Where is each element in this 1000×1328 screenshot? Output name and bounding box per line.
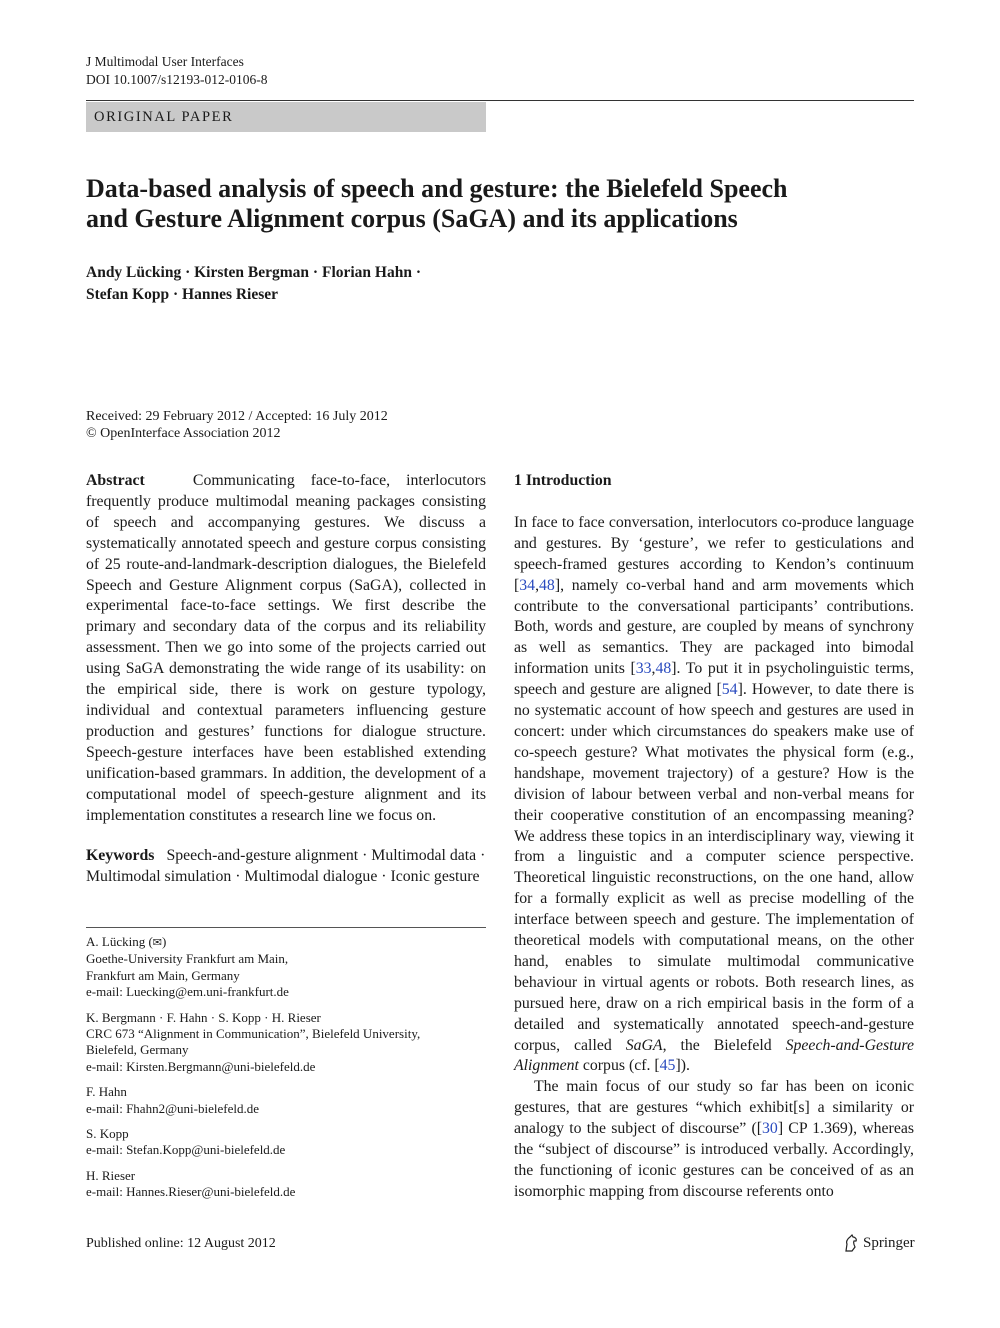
abstract [86, 471, 486, 826]
text-run: ]. To put it in psycholinguistic terms, speech and gesture are aligned [ [514, 660, 914, 699]
journal-header [86, 53, 268, 89]
dates-block [86, 408, 388, 442]
citation-link[interactable]: 48 [655, 660, 672, 678]
citation-link[interactable]: 33 [635, 660, 652, 678]
author-name: S. Kopp [86, 1126, 129, 1142]
author-list [86, 262, 586, 306]
springer-horse-icon [843, 1234, 859, 1252]
email: e-mail: Luecking@em.uni-frankfurt.de [86, 984, 289, 1000]
affiliation-line: Goethe-University Frankfurt am Main, [86, 951, 289, 967]
author-name: F. Hahn [86, 1084, 127, 1100]
affiliation-bielefeld [86, 1010, 506, 1076]
title-line-1: Data-based analysis of speech and gesture: the Bielefeld Speech [86, 174, 788, 203]
intro-paragraph-2 [514, 1077, 914, 1202]
email: e-mail: Kirsten.Bergmann@uni-bielefeld.de [86, 1058, 316, 1074]
text-run: ]. However, to date there is no systematic account of how speech and gestures are used in concert: under which circumstances do speakers make use of co-speech gesture? What motivates the physical form (e.g., handshape, movement trajectory) of a gesture? How is the division of labour between verbal and non-verbal means for their cooperative constitution of an encompassing meaning? We address these topics in an interdisciplinary way, viewing it from a linguistic and a computer science perspective. Theoretical linguistic reconstructions, on the one hand, allow for a formally explicit as well as precise modelling of the interface between speech and gesture. The implementation of theoretical models with computational means, on the other hand, enables to simulate multimodal communicative behaviour in virtual agents or robots. Both research lines, as pursued here, draw on a rich empirical basis in the form of a detailed and systematically annotated speech-and-gesture corpus, called [514, 681, 914, 1054]
publisher-name: Springer [863, 1234, 915, 1251]
italic-term: SaGA [625, 1036, 663, 1054]
affiliation-line: Frankfurt am Main, Germany [86, 967, 240, 983]
published-date: Published online: 12 August 2012 [86, 1236, 276, 1251]
authors-line-1: Andy Lücking · Kirsten Bergman · Florian Hahn · [86, 264, 422, 281]
affiliation-line: Bielefeld, Germany [86, 1042, 189, 1058]
copyright: © OpenInterface Association 2012 [86, 426, 281, 441]
author-affiliations [86, 934, 506, 1210]
text-run: In face to face conversation, interlocutors co-produce language and gestures. By ‘gesture’, we refer to gesticulations and speech-framed gestures according to Kendon’s continuum [ [514, 513, 914, 594]
affiliation-line: CRC 673 “Alignment in Communication”, Bielefeld University, [86, 1026, 421, 1042]
abstract-text: Communicating face-to-face, interlocutors frequently produce multimodal meaning packages consisting of speech and accompanying gestures. We discuss a systematically annotated speech and gesture corpus consisting of 25 route-and-landmark-description dialogues, the Bielefeld Speech and Gesture Alignment corpus (SaGA), collected in experimental face-to-face settings. We first describe the primary and secondary data of the corpus and its reliability assessment. Then we go into some of the projects carried out using SaGA demonstrating the wide range of its usability: on the empirical side, there is work on gesture typology, individual and contextual parameters influencing gesture production and gestures’ functions for dialogue structure. Speech-gesture interfaces have been established extending unification-based grammars. In addition, the development of a computational model of speech-gesture alignment and its implementation constitutes a research line we focus on. [86, 472, 486, 824]
text-run: ] CP 1.369), whereas the “subject of discourse” is introduced verbally. Accordingly, the functioning of iconic gestures can be conceived of as an isomorphic mapping from discourse referents onto [514, 1120, 914, 1200]
publisher-logo [843, 1234, 915, 1252]
title-line-2: and Gesture Alignment corpus (SaGA) and its applications [86, 204, 738, 233]
affiliation-luecking [86, 934, 506, 1001]
keywords [86, 846, 486, 888]
authors-line-2: Stefan Kopp · Hannes Rieser [86, 286, 279, 303]
text-run: corpus (cf. [ [578, 1057, 660, 1075]
email: e-mail: Fhahn2@uni-bielefeld.de [86, 1100, 259, 1116]
affiliation-hahn [86, 1084, 506, 1117]
right-column [514, 471, 914, 1203]
paper-title [86, 174, 886, 234]
author-name: A. Lücking ( [86, 934, 153, 949]
intro-paragraph-1 [514, 513, 914, 1077]
author-name: H. Rieser [86, 1167, 136, 1183]
section-heading: 1 Introduction [514, 472, 612, 489]
paper-type-banner: ORIGINAL PAPER [86, 102, 486, 132]
italic-term: Speech-and-Gesture Alignment [514, 1036, 914, 1075]
journal-name: J Multimodal User Interfaces [86, 54, 244, 69]
text-run: ]). [675, 1057, 690, 1075]
abstract-label: Abstract [86, 472, 145, 489]
citation-link[interactable]: 54 [721, 681, 738, 699]
citation-link[interactable]: 34 [519, 576, 536, 594]
doi: DOI 10.1007/s12193-012-0106-8 [86, 72, 268, 87]
affiliation-rieser [86, 1168, 506, 1201]
keywords-text: Speech-and-gesture alignment · Multimodal data · Multimodal simulation · Multimodal dialogue · Iconic gesture [86, 847, 486, 886]
email: e-mail: Stefan.Kopp@uni-bielefeld.de [86, 1142, 286, 1158]
footnote-rule [86, 927, 486, 928]
citation-link[interactable]: 30 [762, 1120, 778, 1138]
author-names: K. Bergmann · F. Hahn · S. Kopp · H. Rieser [86, 1009, 321, 1025]
text-run: The main focus of our study so far has been on iconic gestures, that are gestures “which exhibit[s] a similarity or analogy to the subject of discourse” ([ [514, 1078, 914, 1138]
email: e-mail: Hannes.Rieser@uni-bielefeld.de [86, 1184, 296, 1200]
author-name-end: ) [162, 934, 167, 949]
left-column [86, 471, 486, 888]
citation-link[interactable]: 48 [539, 576, 555, 594]
text-run: ], namely co-verbal hand and arm movements which contribute to the conversational participants’ contributions. Both, words and gesture, are coupled by means of synchrony as well as semantics. They are packaged into bimodal information units [ [514, 576, 914, 678]
text-run: , [535, 576, 540, 594]
header-rule [86, 100, 914, 101]
envelope-icon: ✉ [152, 936, 163, 949]
keywords-label: Keywords [86, 847, 155, 865]
affiliation-kopp [86, 1126, 506, 1159]
citation-link[interactable]: 45 [659, 1057, 676, 1075]
text-run: , the Bielefeld [662, 1036, 786, 1054]
received-date: Received: 29 February 2012 / Accepted: 16 July 2012 [86, 409, 388, 424]
text-run: , [651, 660, 656, 678]
